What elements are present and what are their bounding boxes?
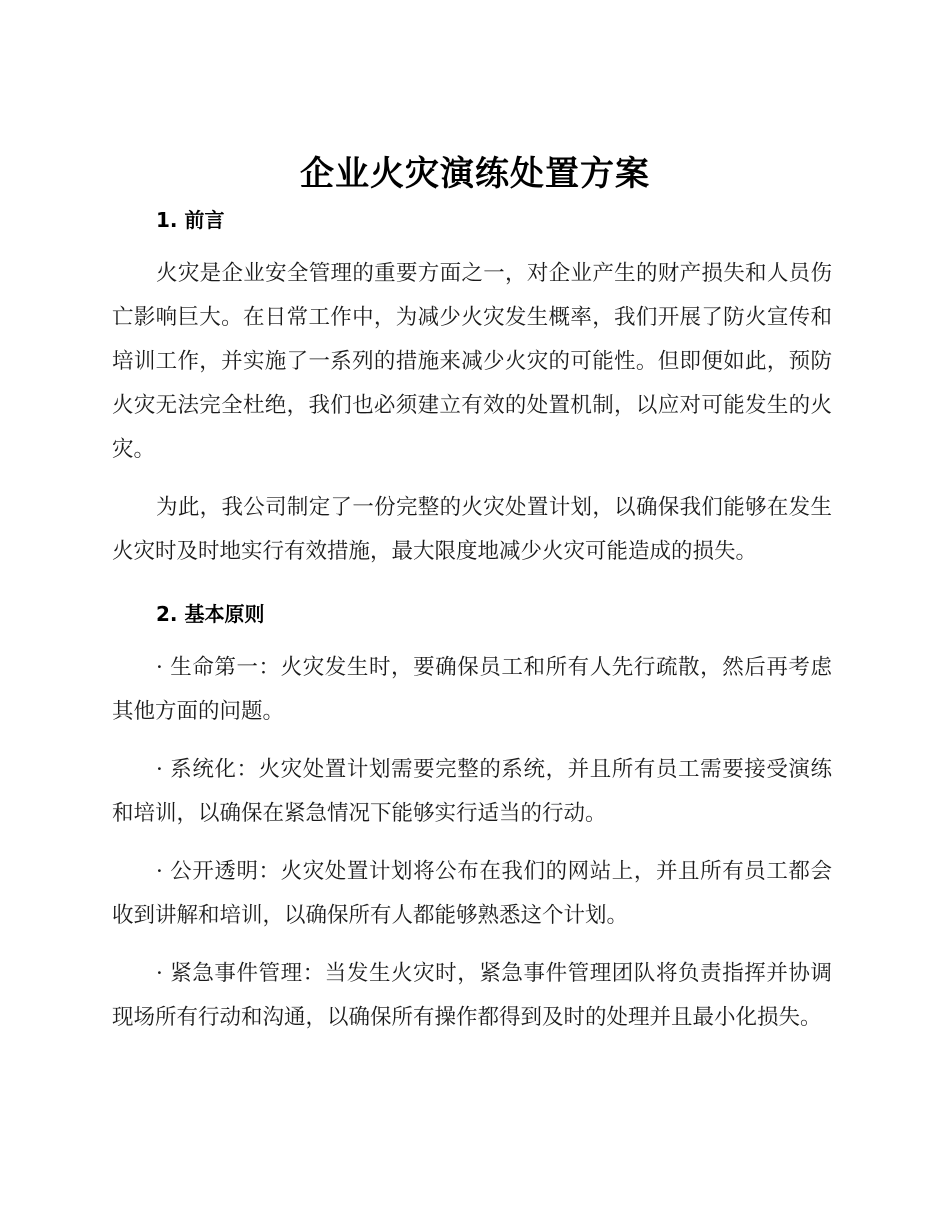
principle-item-life-first: · 生命第一：火灾发生时，要确保员工和所有人先行疏散，然后再考虑其他方面的问题。: [112, 655, 832, 724]
document-title: 企业火灾演练处置方案: [300, 154, 650, 194]
section-heading-principles: 2. 基本原则: [156, 602, 265, 626]
preface-paragraph-1: 火灾是企业安全管理的重要方面之一，对企业产生的财产损失和人员伤亡影响巨大。在日常工作中，为减少火灾发生概率，我们开展了防火宣传和培训工作，并实施了一系列的措施来减少火灾的可能性。但即便如此，预防火灾无法完全杜绝，我们也必须建立有效的处置机制，以应对可能发生的火灾。: [112, 261, 832, 462]
principle-item-emergency-management: · 紧急事件管理：当发生火灾时，紧急事件管理团队将负责指挥并协调现场所有行动和沟通，以确保所有操作都得到及时的处理并且最小化损失。: [112, 961, 832, 1030]
principle-item-transparency: · 公开透明：火灾处置计划将公布在我们的网站上，并且所有员工都会收到讲解和培训，以确保所有人都能够熟悉这个计划。: [112, 859, 832, 928]
spacer: [112, 938, 832, 952]
spacer: [112, 632, 832, 646]
document-body: [112, 202, 832, 1040]
spacer: [112, 734, 832, 748]
spacer: [112, 574, 832, 596]
principle-item-systematic: · 系统化：火灾处置计划需要完整的系统，并且所有员工需要接受演练和培训，以确保在紧急情况下能够实行适当的行动。: [112, 757, 832, 826]
preface-paragraph-2: 为此，我公司制定了一份完整的火灾处置计划，以确保我们能够在发生火灾时及时地实行有效措施，最大限度地减少火灾可能造成的损失。: [112, 495, 832, 564]
spacer: [112, 472, 832, 486]
section-heading-preface: 1. 前言: [156, 208, 225, 232]
spacer: [112, 238, 832, 252]
spacer: [112, 836, 832, 850]
